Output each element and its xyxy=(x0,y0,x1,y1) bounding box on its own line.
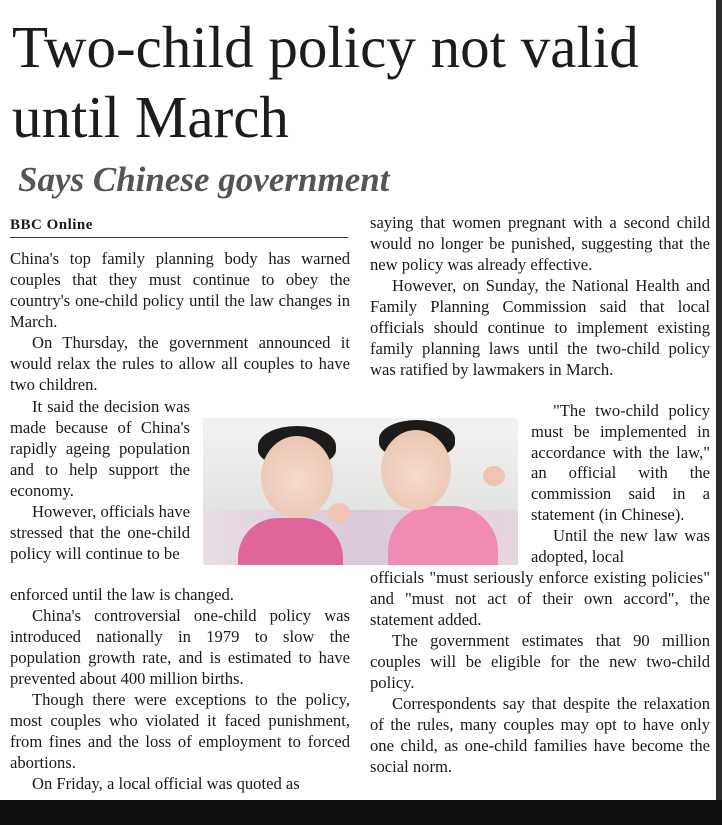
paragraph: It said the decision was made because of China's rapidly ageing population and to help support the economy. xyxy=(10,397,190,500)
paragraph: However, on Sunday, the National Health and Family Planning Commission said that local officials should continue to implement existing family planning laws until the two-child policy was ratified by lawmakers in March. xyxy=(370,276,710,379)
paragraph: The government estimates that 90 million couples will be eligible for the new two-child policy. xyxy=(370,631,710,692)
photo-baby-face xyxy=(261,436,333,518)
paragraph: Though there were exceptions to the policy, most couples who violated it faced punishment, from fines and the loss of employment to forced abortions. xyxy=(10,690,350,772)
paragraph: Correspondents say that despite the relaxation of the rules, many couples may opt to have only one child, as one-child families have become the social norm. xyxy=(370,694,710,776)
paragraph: On Thursday, the government announced it would relax the rules to allow all couples to have two children. xyxy=(10,333,350,394)
paragraph: On Friday, a local official was quoted as xyxy=(32,774,300,793)
photo-baby-hand xyxy=(483,466,505,486)
paragraph: "The two-child policy must be implemented in accordance with the law," an official with the commission said in a statement (in Chinese). xyxy=(531,401,710,524)
paragraph-continuation: officials "must seriously enforce existing policies" and "must not act of their own accord", the statement added. xyxy=(370,568,710,629)
scan-border xyxy=(0,800,722,825)
column-right-wrap xyxy=(531,401,710,567)
photo-baby-face xyxy=(381,430,451,510)
subheadline: Says Chinese government xyxy=(18,160,390,199)
headline: Two-child policy not valid until March xyxy=(12,14,639,150)
column-left-bottom xyxy=(10,584,350,794)
paragraph: China's top family planning body has warned couples that they must continue to obey the country's one-child policy until the law changes in March. xyxy=(10,249,350,331)
column-right-bottom xyxy=(370,567,710,777)
page-edge xyxy=(716,0,722,800)
paragraph-continuation: enforced until the law is changed. xyxy=(10,585,234,604)
column-left-wrap xyxy=(10,396,190,564)
photo-newborn-babies xyxy=(203,418,518,565)
paragraph: Until the new law was adopted, local xyxy=(531,525,710,566)
column-left-top xyxy=(10,248,350,395)
byline: BBC Online xyxy=(10,215,348,238)
paragraph-continuation: saying that women pregnant with a second child would no longer be punished, suggesting that the new policy was already effective. xyxy=(370,213,710,274)
paragraph: China's controversial one-child policy was introduced nationally in 1979 to slow the population growth rate, and is estimated to have prevented about 400 million births. xyxy=(10,606,350,688)
paragraph: However, officials have stressed that the one-child policy will continue to be xyxy=(10,502,190,563)
column-right-top xyxy=(370,212,710,380)
photo-baby-hand xyxy=(328,503,350,523)
